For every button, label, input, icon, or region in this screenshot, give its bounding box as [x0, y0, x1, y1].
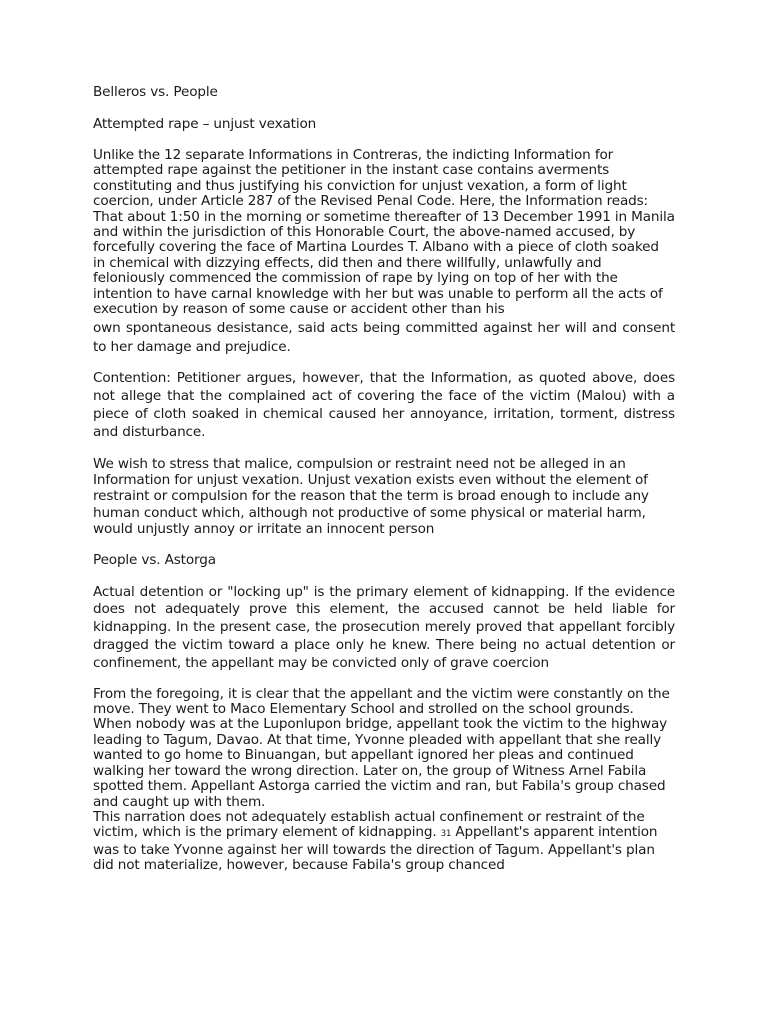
document-page: [93, 84, 675, 874]
belleros-contention-paragraph: Contention: Petitioner argues, however, that the Information, as quoted above, does not allege that the complained act of covering the face of the victim (Malou) with a piece of cloth soaked in chemical caused her annoyance, irritation, torment, distress and disturbance.: [93, 370, 675, 440]
belleros-information-intro: Unlike the 12 separate Informations in Contreras, the indicting Information for attempted rape against the petitioner in the instant case contains averments constituting and thus justifying his conviction for unjust vexation, a form of light coercion, under Article 287 of the Revised Penal Code. Here, the Information reads:: [93, 147, 648, 210]
footnote-marker: 31: [440, 829, 452, 840]
astorga-narration: From the foregoing, it is clear that the appellant and the victim were constantly on the move. They went to Maco Elementary School and strolled on the school grounds. When nobody was at the Luponlupon bridge, appellant took the victim to the highway leading to Tagum, Davao. At that time, Yvonne pleaded with appellant that she really wanted to go home to Binuangan, but appellant ignored her pleas and continued walking her toward the wrong direction. Later on, the group of Witness Arnel Fabila spotted them. Appellant Astorga carried the victim and ran, but Fabila's group chased and caught up with them.: [93, 685, 670, 810]
belleros-information-tail: own spontaneous desistance, said acts being committed against her will and consent to her damage and prejudice.: [93, 320, 675, 355]
astorga-paragraph-2: [93, 687, 675, 874]
belleros-ruling-paragraph: We wish to stress that malice, compulsion or restraint need not be alleged in an Information for unjust vexation. Unjust vexation exists even without the element of restraint or compulsion for the reason that the term is broad enough to include any human conduct which, although not productive of some physical or material harm, would unjustly annoy or irritate an innocent person: [93, 455, 649, 538]
case-title-belleros: Belleros vs. People: [93, 84, 218, 100]
astorga-paragraph-1: Actual detention or "locking up" is the primary element of kidnapping. If the evidence does not adequately prove this element, the accused cannot be held liable for kidnapping. In the present case, the prosecution merely proved that appellant forcibly dragged the victim toward a place only he knew. There being no actual detention or confinement, the appellant may be convicted only of grave coercion: [93, 583, 675, 671]
astorga-analysis-text-b: Appellant's apparent intention was to take Yvonne against her will towards the direction of Tagum. Appellant's plan did not materialize, however, because Fabila's group chanced: [93, 824, 658, 874]
case-title-astorga: People vs. Astorga: [93, 551, 216, 568]
case-subtitle-attempted-rape: Attempted rape – unjust vexation: [93, 116, 317, 132]
astorga-analysis-text-a: This narration does not adequately establish actual confinement or restraint of the victim, which is the primary element of kidnapping.: [93, 808, 645, 841]
belleros-information-quote: That about 1:50 in the morning or sometime thereafter of 13 December 1991 in Manila and within the jurisdiction of this Honorable Court, the above-named accused, by forcefully covering the face of Martina Lourdes T. Albano with a piece of cloth soaked in chemical with dizzying effects, did then and there willfully, unlawfully and feloniously commenced the commission of rape by lying on top of her with the intention to have carnal knowledge with her but was unable to perform all the acts of execution by reason of some cause or accident other than his: [93, 208, 675, 318]
belleros-paragraph-1: [93, 148, 675, 356]
astorga-analysis: [93, 810, 675, 874]
